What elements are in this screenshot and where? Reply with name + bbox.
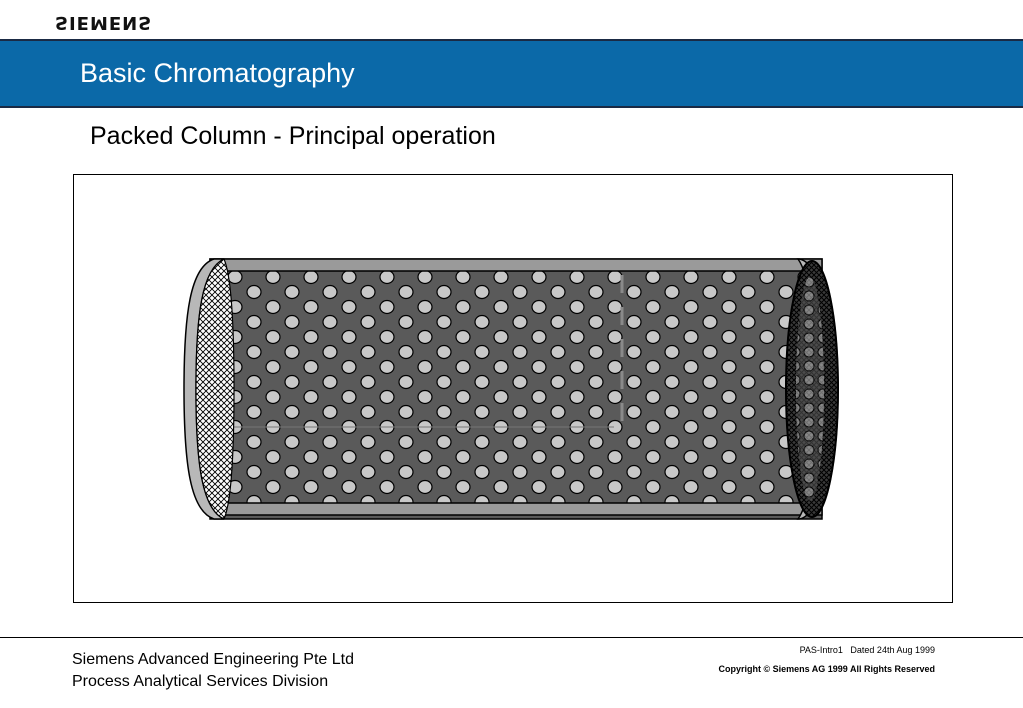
packing-beads <box>222 271 822 507</box>
column-bottom-wall <box>210 503 822 515</box>
company-name: Siemens Advanced Engineering Pte Ltd <box>72 651 354 668</box>
column-inlet-end <box>184 259 234 519</box>
column-top-wall <box>210 259 822 271</box>
logo-text: SIEMENS <box>55 12 153 33</box>
column-body <box>210 259 822 519</box>
title-band <box>0 39 1023 108</box>
document-reference: PAS-Intro1 Dated 24th Aug 1999 <box>799 645 935 655</box>
copyright-notice: Copyright © Siemens AG 1999 All Rights Reserved <box>718 664 935 674</box>
siemens-logo <box>55 12 175 36</box>
slide-subtitle: Packed Column - Principal operation <box>90 122 496 150</box>
footer-company <box>72 649 354 693</box>
packed-column-diagram <box>74 175 952 602</box>
footer-divider <box>0 637 1023 638</box>
column-outlet-end <box>786 259 838 519</box>
page-title: Basic Chromatography <box>80 58 355 88</box>
figure-frame <box>73 174 953 603</box>
inlet-frit <box>196 259 234 519</box>
division-name: Process Analytical Services Division <box>72 673 329 690</box>
